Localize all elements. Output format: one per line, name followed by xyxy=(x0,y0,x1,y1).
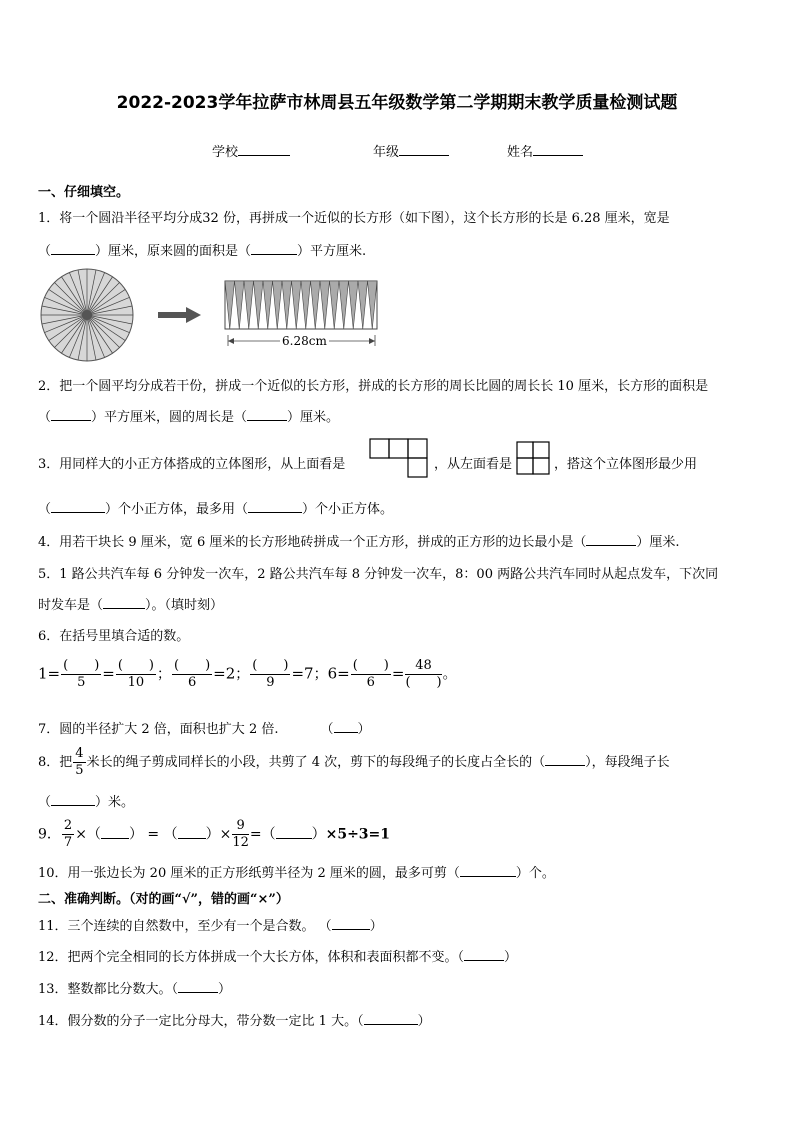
q4-blank[interactable] xyxy=(586,533,636,546)
question-2-line2: （ ）平方厘米，圆的周长是（ ）厘米。 xyxy=(38,410,340,425)
grade-field: 年级 xyxy=(373,141,449,160)
q13-blank[interactable] xyxy=(178,980,218,993)
q11-blank[interactable] xyxy=(332,917,370,930)
question-4: 4．用若干块长 9 厘米，宽 6 厘米的长方形地砖拼成一个正方形，拼成的正方形的边长最小是（ ）厘米. xyxy=(38,535,680,550)
q2-blank-2[interactable] xyxy=(247,408,287,421)
school-field: 学校 xyxy=(212,141,290,160)
q10-blank[interactable] xyxy=(460,864,516,877)
sector-circle-figure xyxy=(36,268,140,364)
fraction: $\frac{( )}{6}$ xyxy=(174,658,211,690)
q1-blank-1[interactable] xyxy=(51,242,95,255)
question-9: 9． $\frac{2}{7}$ ×（ ） = （ ）× $\frac{9}{12}$ =（ ）×5÷3=1 xyxy=(38,818,391,850)
grade-blank[interactable] xyxy=(399,143,449,156)
fraction-blank[interactable]: ( ) xyxy=(352,658,389,673)
question-3-part2: ，从左面看是 xyxy=(434,457,513,472)
q14-blank[interactable] xyxy=(364,1012,418,1025)
fraction: $\frac{48}{( )}$ xyxy=(405,658,442,690)
q12-blank[interactable] xyxy=(464,948,504,961)
fraction: $\frac{( )}{5}$ xyxy=(63,658,100,690)
name-field: 姓名 xyxy=(507,141,583,160)
q9-blank-1[interactable] xyxy=(101,826,129,839)
question-6-equations: 1= $\frac{( )}{5}$ = $\frac{( )}{10}$ ； $\frac{( )}{6}$ =2； $\frac{( )}{9}$ =7；6= $\frac{( )}{6}$ = $\frac{48}{( )}$ 。 xyxy=(38,658,457,690)
fraction: $\frac{2}{7}$ xyxy=(63,818,73,850)
question-14: 14．假分数的分子一定比分母大，带分数一定比 1 大。（ ） xyxy=(38,1014,431,1029)
fraction: $\frac{( )}{9}$ xyxy=(252,658,289,690)
section-heading-1: 一、仔细填空。 xyxy=(38,185,130,200)
fraction-blank[interactable]: ( ) xyxy=(252,658,289,673)
left-view-figure xyxy=(516,441,552,479)
question-3-line2: （ ）个小正方体，最多用（ ）个小正方体。 xyxy=(38,502,394,517)
question-3-part3: ，搭这个立体图形最少用 xyxy=(554,457,698,472)
question-13: 13．整数都比分数大。（ ） xyxy=(38,982,232,997)
question-5-line1: 5．1 路公共汽车每 6 分钟发一次车，2 路公共汽车每 8 分钟发一次车，8：00 两路公共汽车同时从起点发车，下次同 xyxy=(38,567,719,582)
school-blank[interactable] xyxy=(238,143,290,156)
fraction: $\frac{( )}{10}$ xyxy=(117,658,155,690)
q7-blank[interactable] xyxy=(334,720,358,733)
q2-blank-1[interactable] xyxy=(51,408,91,421)
question-10: 10．用一张边长为 20 厘米的正方形纸剪半径为 2 厘米的圆，最多可剪（ ）个。 xyxy=(38,866,555,881)
q1-blank-2[interactable] xyxy=(251,242,297,255)
figure-length-label: 6.28cm xyxy=(282,334,327,348)
question-5-line2: 时发车是（ ）。（填时刻） xyxy=(38,598,224,613)
fraction: $\frac{4}{5}$ xyxy=(75,746,84,778)
q5-blank[interactable] xyxy=(103,596,145,609)
name-blank[interactable] xyxy=(533,143,583,156)
q9-blank-2[interactable] xyxy=(178,826,206,839)
question-12: 12．把两个完全相同的长方体拼成一个大长方体，体积和表面积都不变。（ ） xyxy=(38,950,518,965)
section-heading-2: 二、准确判断。（对的画“√”，错的画“×”） xyxy=(38,892,289,907)
fraction: $\frac{( )}{6}$ xyxy=(352,658,389,690)
fraction-blank[interactable]: ( ) xyxy=(117,658,155,673)
fraction-blank[interactable]: ( ) xyxy=(174,658,211,673)
q3-blank-1[interactable] xyxy=(51,500,105,513)
q9-blank-3[interactable] xyxy=(276,826,312,839)
question-6-text: 6．在括号里填合适的数。 xyxy=(38,629,190,644)
q8-blank-2[interactable] xyxy=(51,793,95,806)
question-3-part1: 3．用同样大的小正方体搭成的立体图形，从上面看是 xyxy=(38,457,346,472)
fraction-blank[interactable]: ( ) xyxy=(405,675,442,690)
q3-blank-2[interactable] xyxy=(248,500,302,513)
page-title: 2022-2023学年拉萨市林周县五年级数学第二学期期末教学质量检测试题 xyxy=(116,93,678,113)
question-2-line1: 2．把一个圆平均分成若干份，拼成一个近似的长方形，拼成的长方形的周长比圆的周长长 10 厘米，长方形的面积是 xyxy=(38,379,709,394)
q8-blank-1[interactable] xyxy=(545,753,585,766)
question-1-line2: （ ）厘米，原来圆的面积是（ ）平方厘米. xyxy=(38,244,367,259)
top-view-figure xyxy=(369,438,431,480)
question-11: 11．三个连续的自然数中，至少有一个是合数。 （ ） xyxy=(38,919,383,934)
arrow-icon xyxy=(158,306,202,324)
fraction: $\frac{9}{12}$ xyxy=(232,818,249,850)
question-1-line1: 1．将一个圆沿半径平均分成32 份，再拼成一个近似的长方形（如下图），这个长方形的长是 6.28 厘米，宽是 xyxy=(38,211,670,226)
question-7: 7．圆的半径扩大 2 倍，面积也扩大 2 倍. （ ） xyxy=(38,722,371,737)
question-8-line1: 8．把 $\frac{4}{5}$ 米长的绳子剪成同样长的小段，共剪了 4 次，剪下的每段绳子的长度占全长的（ ），每段绳子长 xyxy=(38,746,670,778)
question-8-line2: （ ）米。 xyxy=(38,795,135,810)
fraction-blank[interactable]: ( ) xyxy=(63,658,100,673)
